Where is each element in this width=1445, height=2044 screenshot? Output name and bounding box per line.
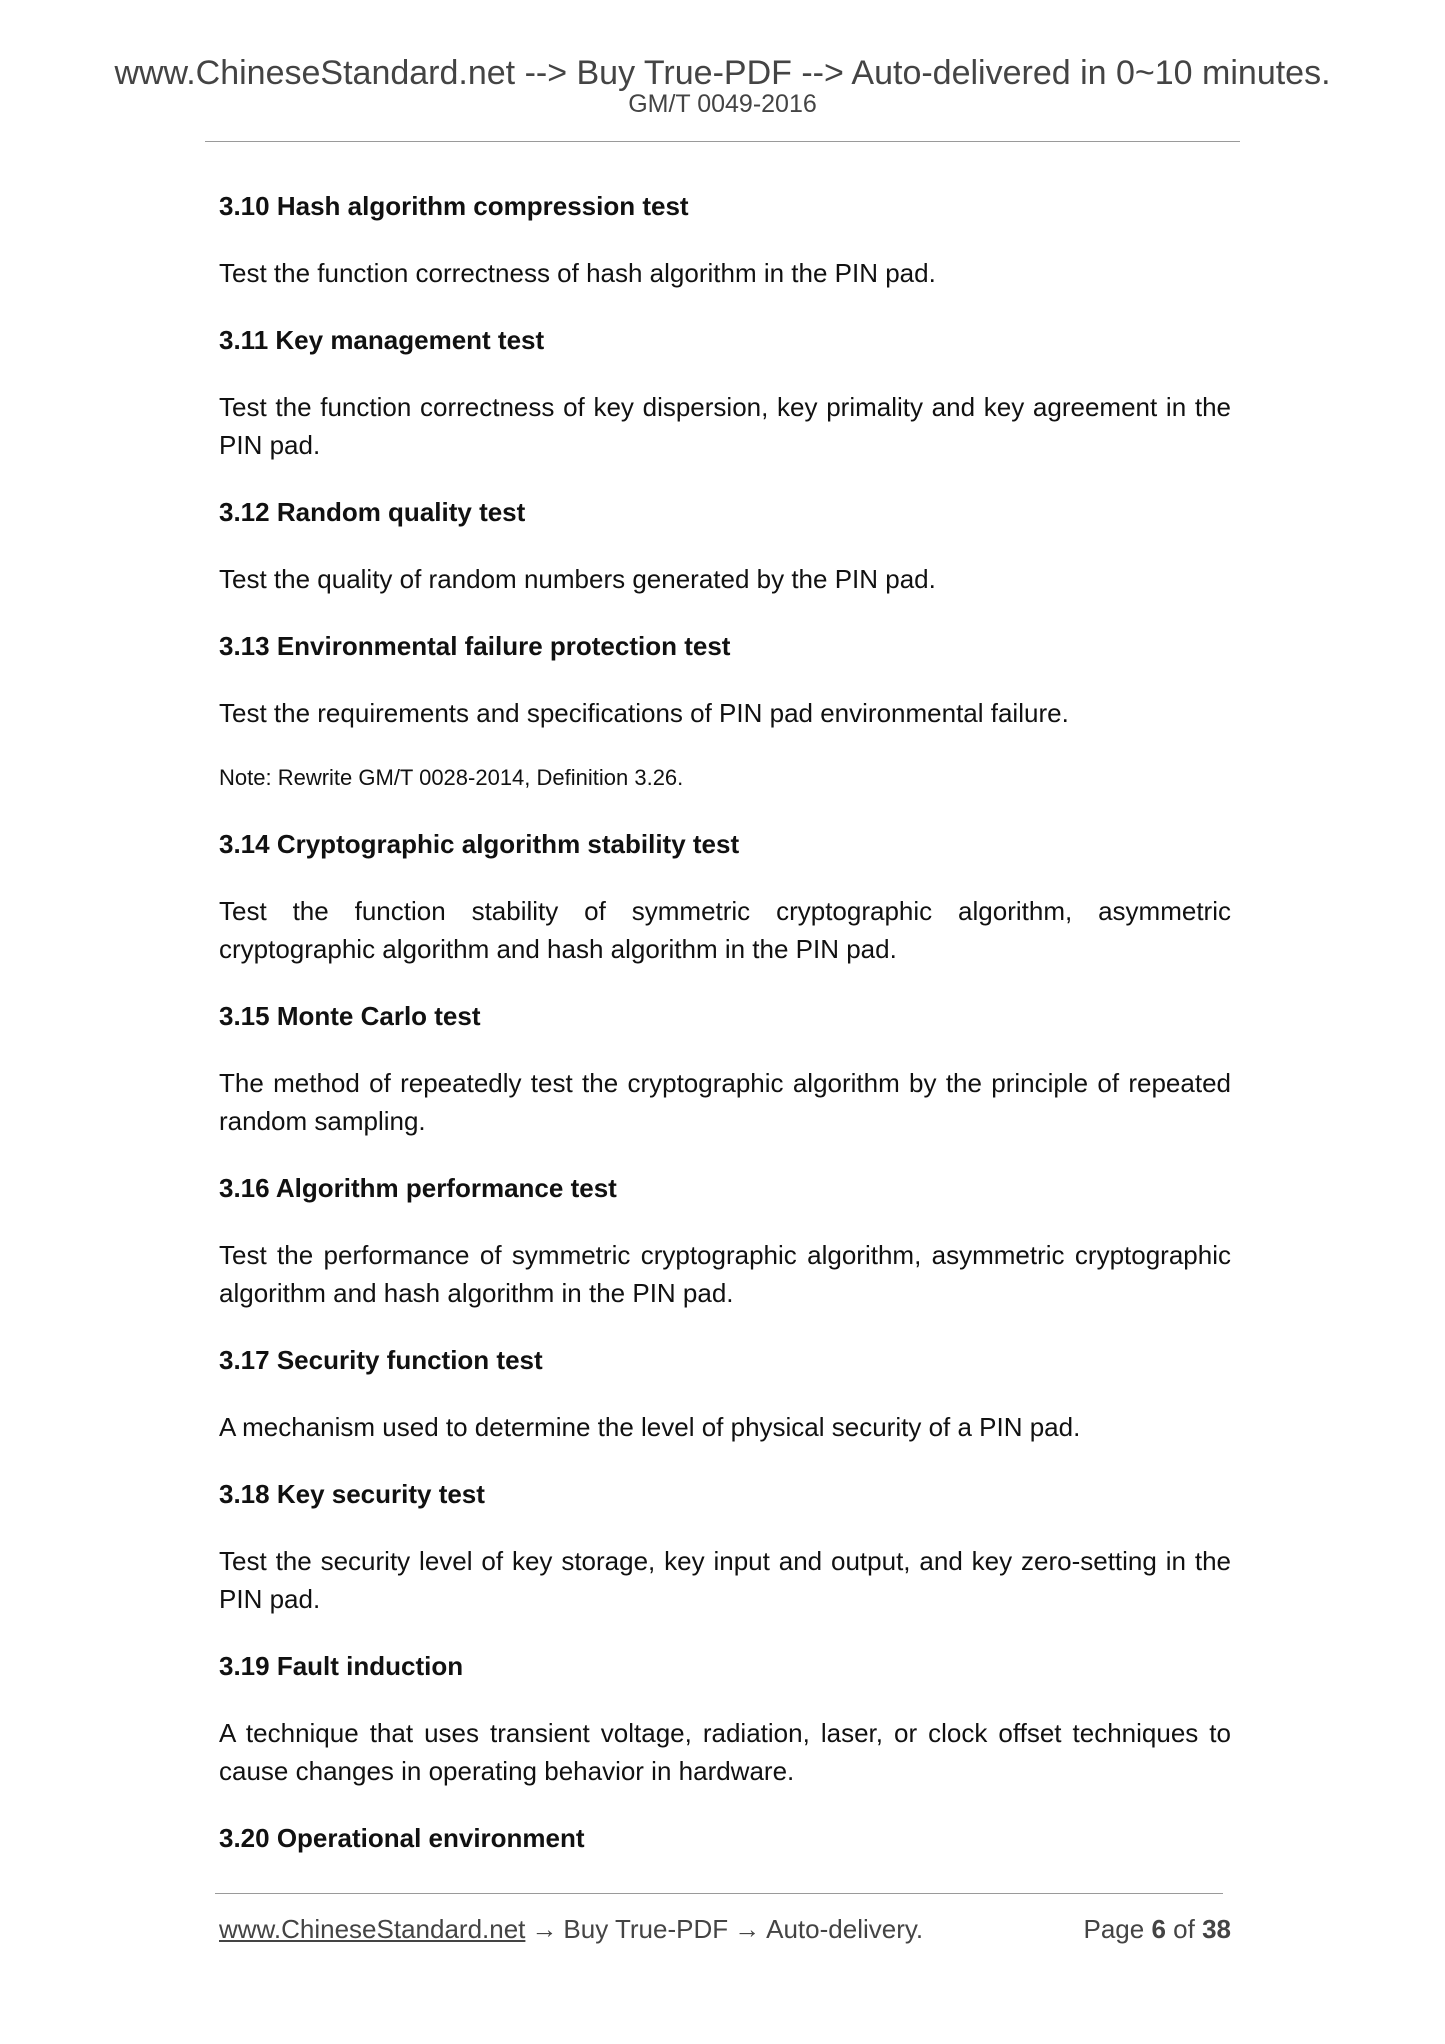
page-indicator — [1083, 1916, 1231, 1942]
page-number: 6 — [1151, 1914, 1166, 1944]
section-body: Test the function correctness of key dispersion, key primality and key agreement in the PIN pad. — [219, 392, 1231, 460]
section-heading: 3.16 Algorithm performance test — [219, 1173, 617, 1203]
section-3-20 — [219, 1818, 1231, 1858]
footer-promo — [219, 1916, 923, 1942]
header-divider — [205, 141, 1240, 142]
section-3-12 — [219, 492, 1231, 598]
section-3-14 — [219, 824, 1231, 968]
page-total: 38 — [1202, 1914, 1231, 1944]
section-note: Note: Rewrite GM/T 0028-2014, Definition 3.26. — [219, 765, 684, 790]
section-body: Test the requirements and specifications of PIN pad environmental failure. — [219, 698, 1069, 728]
section-body: The method of repeatedly test the cryptographic algorithm by the principle of repeated random sampling. — [219, 1068, 1231, 1136]
delivery-text: Auto-delivery. — [766, 1914, 924, 1944]
website-link[interactable]: www.ChineseStandard.net — [219, 1914, 526, 1944]
document-body — [219, 186, 1231, 1886]
arrow-right-icon: → — [734, 1914, 761, 1944]
section-heading: 3.11 Key management test — [219, 325, 545, 355]
section-heading: 3.12 Random quality test — [219, 497, 526, 527]
standard-code: GM/T 0049-2016 — [628, 90, 817, 118]
section-3-10 — [219, 186, 1231, 292]
footer-divider — [215, 1893, 1223, 1894]
section-heading: 3.13 Environmental failure protection test — [219, 631, 731, 661]
section-3-13 — [219, 626, 1231, 796]
of-label: of — [1173, 1914, 1195, 1944]
section-heading: 3.14 Cryptographic algorithm stability test — [219, 829, 740, 859]
arrow-right-icon: → — [531, 1914, 558, 1944]
section-body: Test the performance of symmetric cryptographic algorithm, asymmetric cryptographic algorithm and hash algorithm in the PIN pad. — [219, 1240, 1231, 1308]
section-body: A mechanism used to determine the level of physical security of a PIN pad. — [219, 1412, 1081, 1442]
section-heading: 3.10 Hash algorithm compression test — [219, 191, 689, 221]
section-body: Test the function correctness of hash algorithm in the PIN pad. — [219, 258, 936, 288]
page-label: Page — [1083, 1914, 1145, 1944]
section-body: Test the function stability of symmetric cryptographic algorithm, asymmetric cryptographic algorithm and hash algorithm in the PIN pad. — [219, 896, 1231, 964]
section-3-18 — [219, 1474, 1231, 1618]
section-heading: 3.17 Security function test — [219, 1345, 543, 1375]
section-heading: 3.20 Operational environment — [219, 1823, 585, 1853]
section-3-15 — [219, 996, 1231, 1140]
section-3-19 — [219, 1646, 1231, 1790]
buy-text: Buy True-PDF — [563, 1914, 729, 1944]
header-banner: www.ChineseStandard.net --> Buy True-PDF --> Auto-delivered in 0~10 minutes. — [114, 54, 1331, 92]
section-heading: 3.19 Fault induction — [219, 1651, 464, 1681]
section-3-11 — [219, 320, 1231, 464]
section-3-16 — [219, 1168, 1231, 1312]
section-body: Test the quality of random numbers generated by the PIN pad. — [219, 564, 936, 594]
section-heading: 3.18 Key security test — [219, 1479, 485, 1509]
section-body: Test the security level of key storage, key input and output, and key zero-setting in the PIN pad. — [219, 1546, 1231, 1614]
section-3-17 — [219, 1340, 1231, 1446]
section-body: A technique that uses transient voltage, radiation, laser, or clock offset techniques to cause changes in operating behavior in hardware. — [219, 1718, 1231, 1786]
section-heading: 3.15 Monte Carlo test — [219, 1001, 481, 1031]
